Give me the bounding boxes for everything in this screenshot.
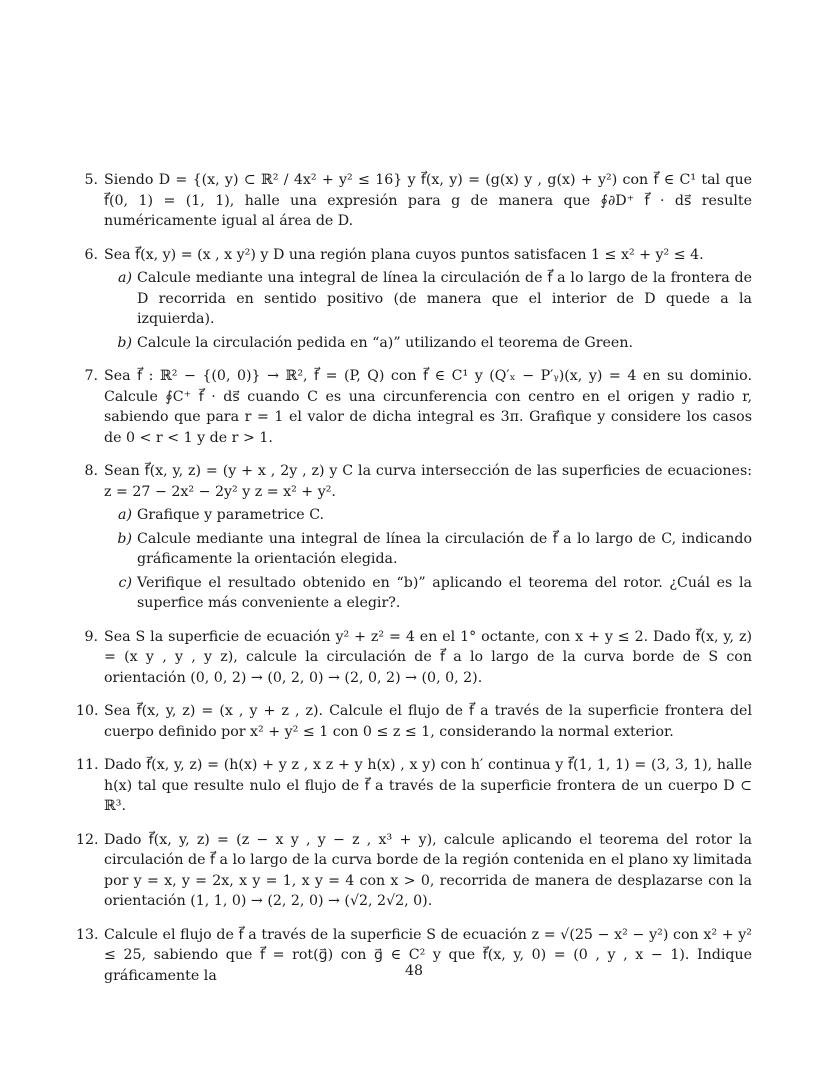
subitem-a <box>104 505 752 526</box>
problem-text: Sean f⃗(x, y, z) = (y + x , 2y , z) y C la curva intersección de las superficies de ecuaciones: z = 27 − 2x² − 2y² y z = x² + y². <box>104 463 752 500</box>
problem-text: Sea f⃗(x, y, z) = (x , y + z , z). Calcule el flujo de f⃗ a través de la superficie frontera del cuerpo definido por x² + y² ≤ 1 con 0 ≤ z ≤ 1, considerando la normal exterior. <box>104 703 752 740</box>
subitem-text: Calcule mediante una integral de línea la circulación de f⃗ a lo largo de la frontera de D recorrida en sentido positivo (de manera que el interior de D quede a la izquierda). <box>137 270 752 327</box>
subitem-text: Verifique el resultado obtenido en “b)” aplicando el teorema del rotor. ¿Cuál es la superfice más conveniente a elegir?. <box>137 574 752 611</box>
problem-number: 8. <box>84 463 98 479</box>
subitem-c <box>104 573 752 614</box>
subitem-label: a) <box>118 507 132 523</box>
problem-number: 12. <box>76 831 99 848</box>
problem-text: Dado f⃗(x, y, z) = (z − x y , y − z , x³ + y), calcule aplicando el teorema del rotor la circulación de f⃗ a lo largo de la curva borde de la región contenida en el plano xy limitada por y = x, y = 2x, x y = 1, x y = 4 con x > 0, recorrida de manera de desplazarse con la orientación (1, 1, 0) → (2, 2, 0) → (√2, 2√2, 0). <box>104 831 752 909</box>
problem-11 <box>76 755 752 817</box>
problem-6 <box>76 245 752 354</box>
problem-text: Sea f⃗ : ℝ² − {(0, 0)} → ℝ², f⃗ = (P, Q) con f⃗ ∈ C¹ y (Q′ₓ − P′ᵧ)(x, y) = 4 en su dominio. Calcule ∮C⁺ f⃗ · ds⃗ cuando C es una circunferencia con centro en el origen y radio r, sabiendo que para r = 1 el valor de dicha integral es 3π. Grafique y considere los casos de 0 < r < 1 y de r > 1. <box>104 368 752 446</box>
problem-number: 9. <box>84 628 98 645</box>
problem-8 <box>76 461 752 614</box>
problem-text: Sea S la superficie de ecuación y² + z² = 4 en el 1° octante, con x + y ≤ 2. Dado f⃗(x, y, z) = (x y , y , y z), calcule la circulación de f⃗ a lo largo de la curva borde de S con orientación (0, 0, 2) → (0, 2, 0) → (2, 0, 2) → (0, 0, 2). <box>104 628 752 686</box>
subitem-label: a) <box>118 270 132 286</box>
problem-list <box>76 170 752 999</box>
subitem-a <box>104 268 752 330</box>
subitem-label: c) <box>118 574 132 591</box>
problem-number: 6. <box>84 246 98 263</box>
problem-text: Dado f⃗(x, y, z) = (h(x) + y z , x z + y h(x) , x y) con h′ continua y f⃗(1, 1, 1) = (3, 3, 1), halle h(x) tal que resulte nulo el flujo de f⃗ a través de la superficie frontera de un cuerpo D ⊂ ℝ³. <box>104 757 752 814</box>
problem-12 <box>76 830 752 912</box>
problem-text: Sea f⃗(x, y) = (x , x y²) y D una región plana cuyos puntos satisfacen 1 ≤ x² + y² ≤ 4. <box>104 246 704 263</box>
problem-text: Siendo D = {(x, y) ⊂ ℝ² / 4x² + y² ≤ 16} y f⃗(x, y) = (g(x) y , g(x) + y²) con f⃗ ∈ C¹ tal que f⃗(0, 1) = (1, 1), halle una expresión para g de manera que ∮∂D⁺ f⃗ · ds⃗ resulte numéricamente igual al área de D. <box>104 172 752 229</box>
problem-number: 11. <box>76 757 99 773</box>
problem-number: 5. <box>84 172 98 188</box>
subitem-label: b) <box>117 334 132 351</box>
subitem-label: b) <box>117 530 132 547</box>
problem-number: 7. <box>84 368 98 384</box>
problem-10 <box>76 701 752 742</box>
problem-9 <box>76 627 752 689</box>
problem-number: 10. <box>76 703 99 719</box>
subitem-b <box>104 333 752 354</box>
problem-5 <box>76 170 752 232</box>
subitem-text: Grafique y parametrice C. <box>137 507 325 523</box>
subitem-b <box>104 529 752 570</box>
subitem-text: Calcule mediante una integral de línea la circulación de f⃗ a lo largo de C, indicando gráficamente la orientación elegida. <box>137 530 752 567</box>
problem-number: 13. <box>76 926 99 943</box>
problem-7 <box>76 366 752 448</box>
subitem-text: Calcule la circulación pedida en “a)” utilizando el teorema de Green. <box>137 334 633 351</box>
page-number: 48 <box>404 963 424 979</box>
problem-text: Calcule el flujo de f⃗ a través de la superficie S de ecuación z = √(25 − x² − y²) con x² + y² ≤ 25, sabiendo que f⃗ = rot(g⃗) con g⃗ ∈ C² y que f⃗(x, y, 0) = (0 , y , x − 1). Indique gráficamente la <box>104 926 752 984</box>
